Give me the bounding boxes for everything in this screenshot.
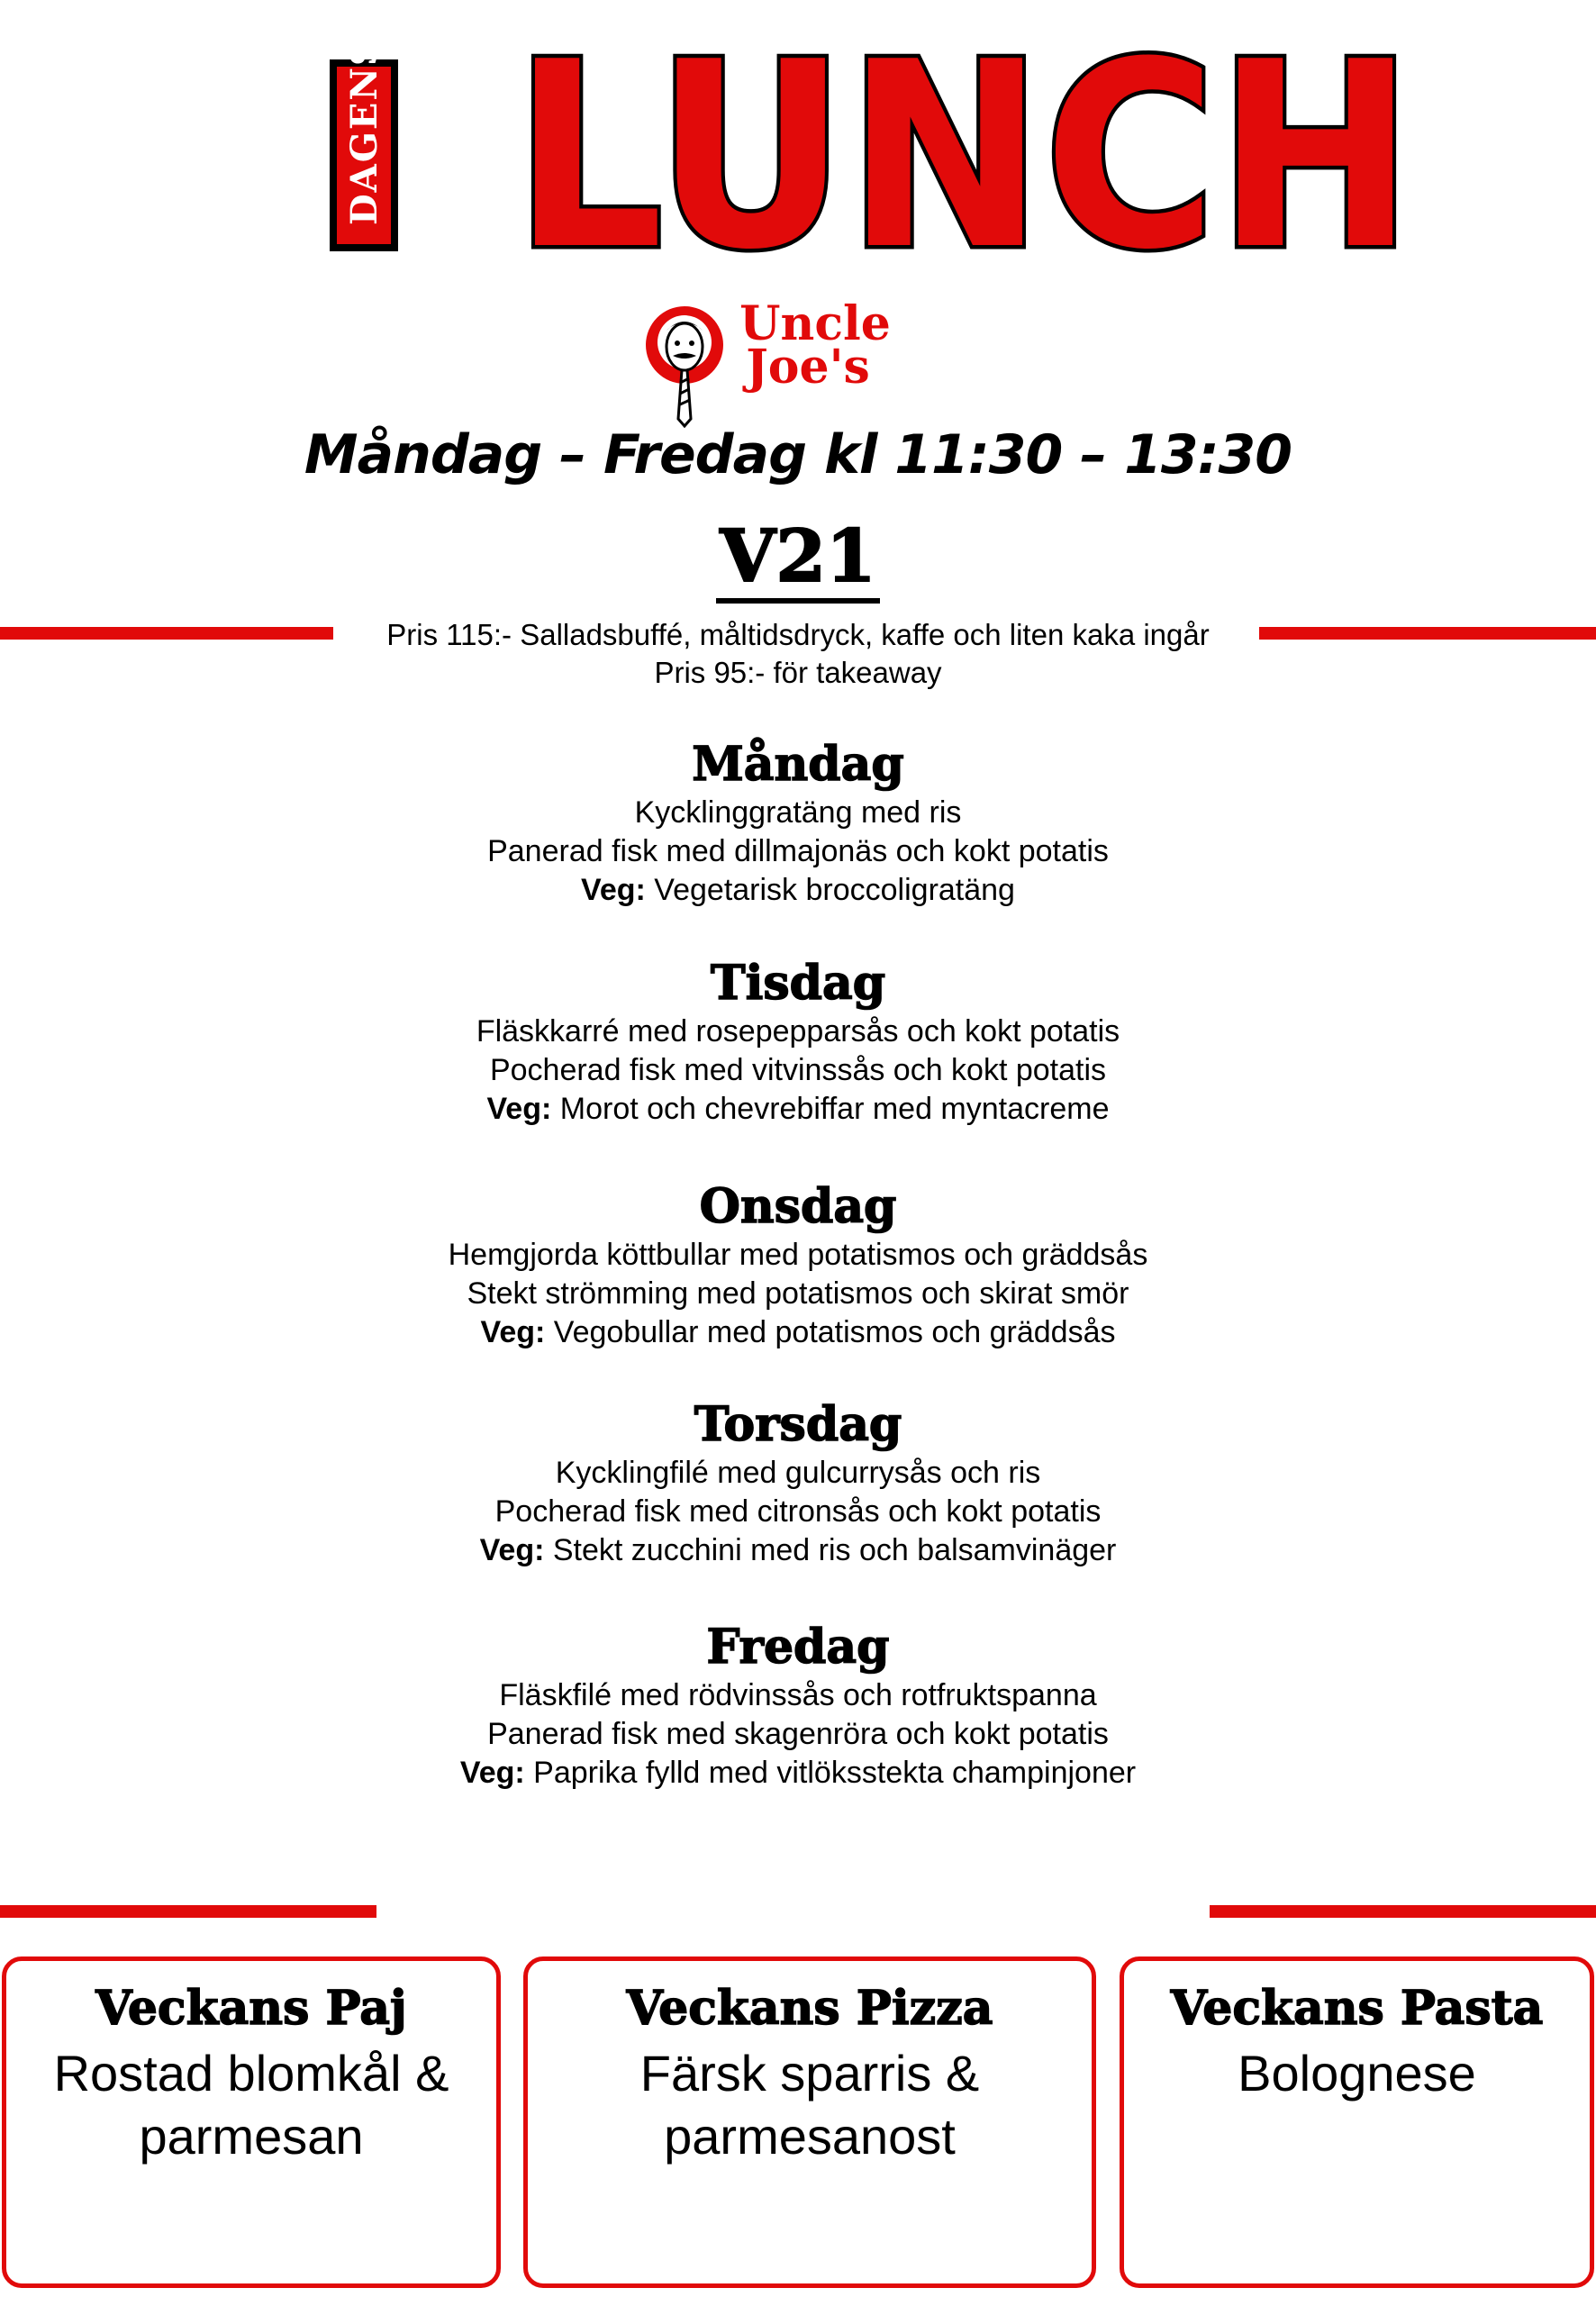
opening-hours: Måndag – Fredag kl 11:30 – 13:30: [304, 423, 1292, 486]
dish-veg: [0, 1531, 1596, 1570]
veg-dish: Paprika fylld med vitlöksstekta champinjoner: [524, 1756, 1137, 1790]
veg-label: Veg:: [459, 1756, 525, 1790]
day-title: Torsdag: [694, 1397, 902, 1452]
weekly-pizza-title: Veckans Pizza: [626, 1981, 993, 2036]
weekly-pizza-box: [523, 1956, 1096, 2288]
day-wednesday: [0, 1178, 1596, 1352]
dish-2: Stekt strömming med potatismos och skirat smör: [467, 1276, 1129, 1311]
veg-label: Veg:: [479, 1533, 545, 1567]
dish-1: Fläskkarré med rosepepparsås och kokt potatis: [476, 1014, 1120, 1049]
bottom-divider-left: [0, 1905, 376, 1918]
dish-2: Pocherad fisk med citronsås och kokt potatis: [494, 1494, 1102, 1529]
brand-line-2: Joe's: [746, 340, 870, 395]
dish-veg: [0, 1090, 1596, 1129]
dish-1: Hemgjorda köttbullar med potatismos och gräddsås: [448, 1238, 1148, 1272]
lunch-title: LUNCH: [513, 7, 1414, 288]
weekly-pie-title: Veckans Paj: [95, 1981, 407, 2036]
dish-2: Panerad fisk med skagenröra och kokt potatis: [487, 1717, 1109, 1751]
week-number: [0, 513, 1596, 598]
dish-veg: [0, 1754, 1596, 1793]
dish-veg: [0, 871, 1596, 910]
weekly-pie-line-1: Rostad blomkål &: [53, 2045, 449, 2102]
dish-2: Panerad fisk med dillmajonäs och kokt potatis: [487, 834, 1109, 868]
day-title: Fredag: [706, 1620, 890, 1675]
weekly-pasta-line-1: Bolognese: [1238, 2045, 1476, 2102]
day-title: Måndag: [692, 737, 904, 792]
veg-dish: Vegobullar med potatismos och gräddsås: [545, 1315, 1116, 1349]
weekly-pie-line-2: parmesan: [139, 2108, 364, 2165]
weekly-pizza-line-2: parmesanost: [664, 2108, 956, 2165]
day-title: Onsdag: [699, 1179, 897, 1234]
brand-wordmark: [725, 293, 905, 401]
veg-label: Veg:: [486, 1092, 552, 1126]
weekly-pie-box: [2, 1956, 501, 2288]
day-tuesday: [0, 955, 1596, 1129]
dagens-text: DAGENS: [343, 38, 385, 225]
price-line-1: Pris 115:- Salladsbuffé, måltidsdryck, kaffe och liten kaka ingår: [386, 618, 1210, 651]
price-line-2: Pris 95:- för takeaway: [654, 656, 942, 689]
dish-1: Kycklingfilé med gulcurrysås och ris: [555, 1456, 1041, 1490]
day-monday: [0, 736, 1596, 910]
veg-dish: Morot och chevrebiffar med myntacreme: [551, 1092, 1110, 1126]
dish-1: Fläskfilé med rödvinssås och rotfruktspanna: [499, 1678, 1097, 1712]
dish-2: Pocherad fisk med vitvinssås och kokt potatis: [489, 1053, 1107, 1087]
dish-1: Kycklinggratäng med ris: [634, 795, 962, 830]
veg-label: Veg:: [581, 873, 646, 907]
weekly-pasta-title: Veckans Pasta: [1170, 1981, 1544, 2036]
dish-veg: [0, 1313, 1596, 1352]
day-friday: [0, 1619, 1596, 1793]
week-label: V21: [716, 513, 879, 604]
uncle-joes-logo: [644, 293, 905, 428]
bottom-divider-right: [1210, 1905, 1596, 1918]
weekly-pasta-box: [1120, 1956, 1594, 2288]
veg-dish: Stekt zucchini med ris och balsamvinäger: [544, 1533, 1117, 1567]
veg-dish: Vegetarisk broccoligratäng: [645, 873, 1015, 907]
brand-line-1: Uncle: [739, 296, 891, 351]
weekly-pizza-line-1: Färsk sparris &: [639, 2045, 980, 2102]
day-title: Tisdag: [710, 956, 886, 1011]
title-banner: [0, 0, 1596, 288]
day-thursday: [0, 1396, 1596, 1570]
veg-label: Veg:: [480, 1315, 546, 1349]
